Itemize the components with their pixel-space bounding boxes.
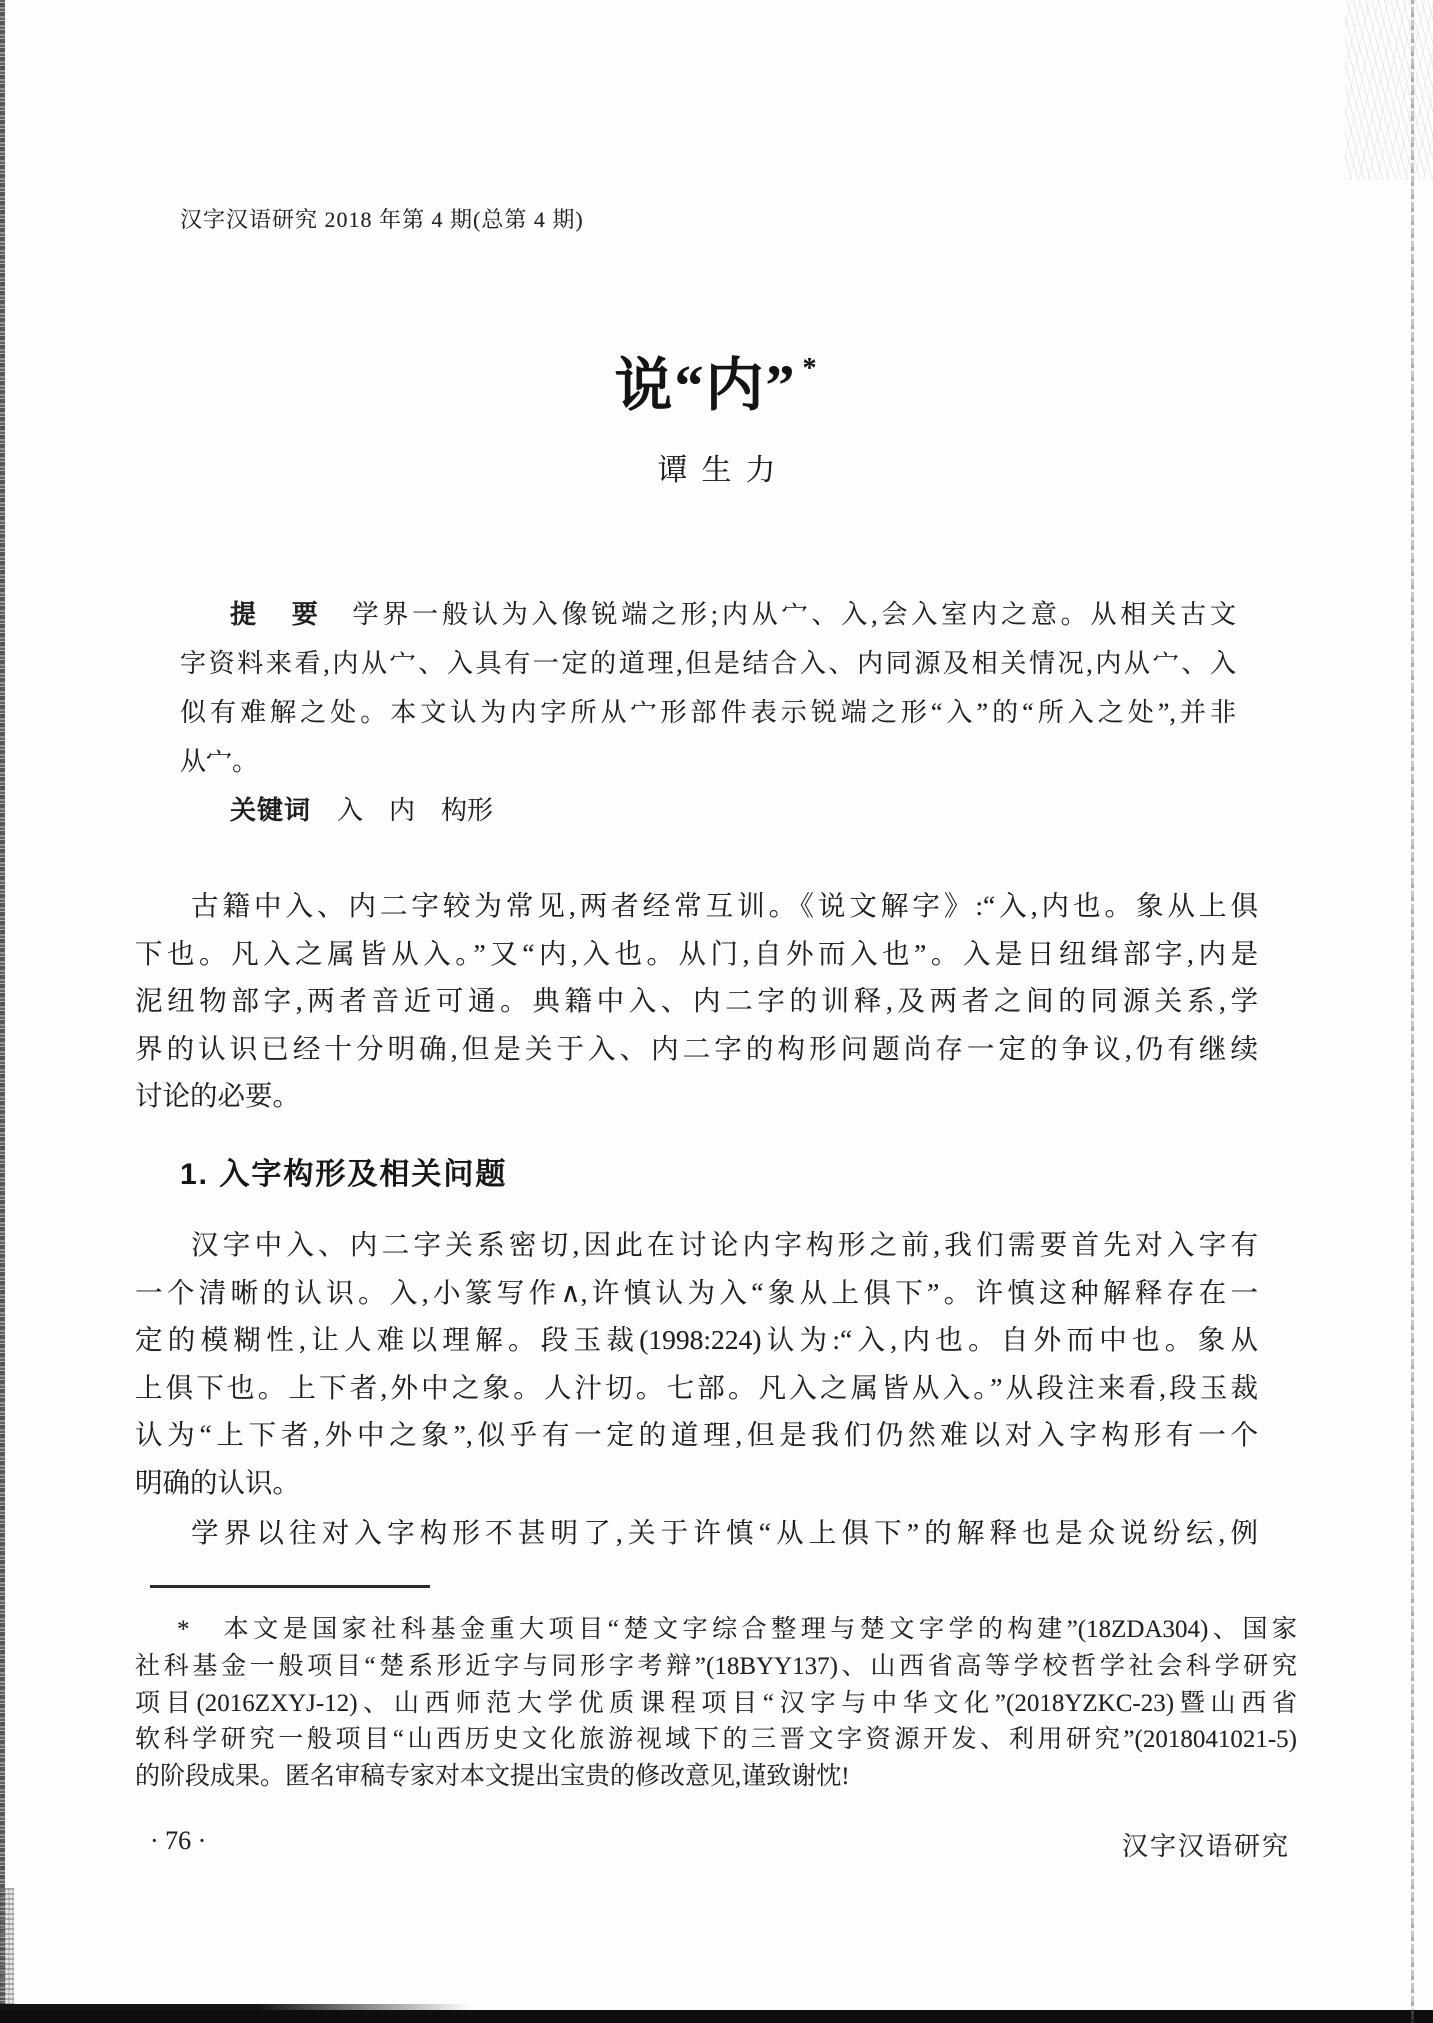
paragraph-2 — [135, 1221, 1258, 1507]
body-line: 汉字中入、内二字关系密切,因此在讨论内字构形之前,我们需要首先对入字有 — [191, 1229, 1258, 1260]
author-name: 谭生力 — [657, 454, 790, 487]
abstract-line: 从宀。 — [180, 747, 259, 776]
article-title — [0, 338, 1433, 422]
keywords-text: 入 内 构形 — [311, 796, 494, 825]
body-line: 定的模糊性,让人难以理解。段玉裁(1998:224)认为:“入,内也。自外而中也。象从 — [135, 1324, 1258, 1356]
keywords-label: 关键词 — [230, 795, 312, 825]
scan-bottom-edge-artifact — [0, 2010, 1433, 2023]
article-title-text: 说“内” — [614, 353, 797, 418]
journal-name-footer: 汉字汉语研究 — [1121, 1832, 1290, 1861]
footnote-line: 社科基金一般项目“楚系形近字与同形字考辩”(18BYY137)、山西省高等学校哲学社会科学研究 — [135, 1652, 1297, 1680]
abstract-block — [180, 590, 1236, 835]
scan-left-edge-artifact — [0, 0, 5, 2023]
abstract-line — [180, 590, 1236, 639]
section-1-heading: 1. 入字构形及相关问题 — [180, 1158, 508, 1191]
paragraph-3 — [135, 1509, 1258, 1557]
abstract-label: 提 要 — [230, 599, 323, 629]
body-line: 明确的认识。 — [135, 1466, 300, 1498]
paragraph-1 — [135, 882, 1258, 1120]
body-line: 学界以往对入字构形不甚明了,关于许慎“从上俱下”的解释也是众说纷纭,例 — [191, 1517, 1258, 1548]
footnote-line: 项目(2016ZXYJ-12)、山西师范大学优质课程项目“汉字与中华文化”(2018YZKC-23)暨山西省 — [135, 1689, 1297, 1717]
abstract-line: 字资料来看,内从宀、入具有一定的道理,但是结合入、内同源及相关情况,内从宀、入 — [180, 649, 1236, 678]
title-footnote-asterisk: * — [802, 353, 819, 384]
body-line: 认为“上下者,外中之象”,似乎有一定的道理,但是我们仍然难以对入字构形有一个 — [135, 1419, 1258, 1451]
footnote-divider — [150, 1585, 430, 1588]
scan-vertical-streak-artifact — [1411, 0, 1414, 2023]
page-number: · 76 · — [150, 1826, 207, 1855]
keywords-line — [180, 786, 1236, 835]
footnote-line: * 本文是国家社科基金重大项目“楚文字综合整理与楚文字学的构建”(18ZDA304)、国家 — [177, 1616, 1297, 1643]
body-line: 讨论的必要。 — [135, 1080, 300, 1112]
body-line: 界的认识已经十分明确,但是关于入、内二字的构形问题尚存一定的争议,仍有继续 — [135, 1032, 1258, 1064]
abstract-line: 似有难解之处。本文认为内字所从宀形部件表示锐端之形“入”的“所入之处”,并非 — [180, 698, 1236, 727]
scan-topright-noise-artifact — [1345, 0, 1433, 180]
body-line: 一个清晰的认识。入,小篆写作∧,许慎认为入“象从上俱下”。许慎这种解释存在一 — [135, 1276, 1258, 1308]
body-line: 泥纽物部字,两者音近可通。典籍中入、内二字的训释,及两者之间的同源关系,学 — [135, 985, 1258, 1017]
footnote-line: 的阶段成果。匿名审稿专家对本文提出宝贵的修改意见,谨致谢忱! — [135, 1763, 850, 1791]
footnote-block — [135, 1612, 1297, 1796]
footnote-line: 软科学研究一般项目“山西历史文化旅游视域下的三晋文字资源开发、利用研究”(2018041021-5) — [135, 1726, 1297, 1754]
scan-left-bottom-artifact — [0, 1888, 14, 2010]
body-line: 古籍中入、内二字较为常见,两者经常互训。《说文解字》:“入,内也。象从上俱 — [191, 890, 1258, 921]
body-line: 下也。凡入之属皆从入。”又“内,入也。从门,自外而入也”。入是日纽缉部字,内是 — [135, 937, 1258, 969]
journal-issue-header: 汉字汉语研究 2018 年第 4 期(总第 4 期) — [180, 207, 584, 232]
body-line: 上俱下也。上下者,外中之象。人汁切。七部。凡入之属皆从入。”从段注来看,段玉裁 — [135, 1371, 1258, 1403]
abstract-line-text: 学界一般认为入像锐端之形;内从宀、入,会入室内之意。从相关古文 — [322, 600, 1236, 629]
